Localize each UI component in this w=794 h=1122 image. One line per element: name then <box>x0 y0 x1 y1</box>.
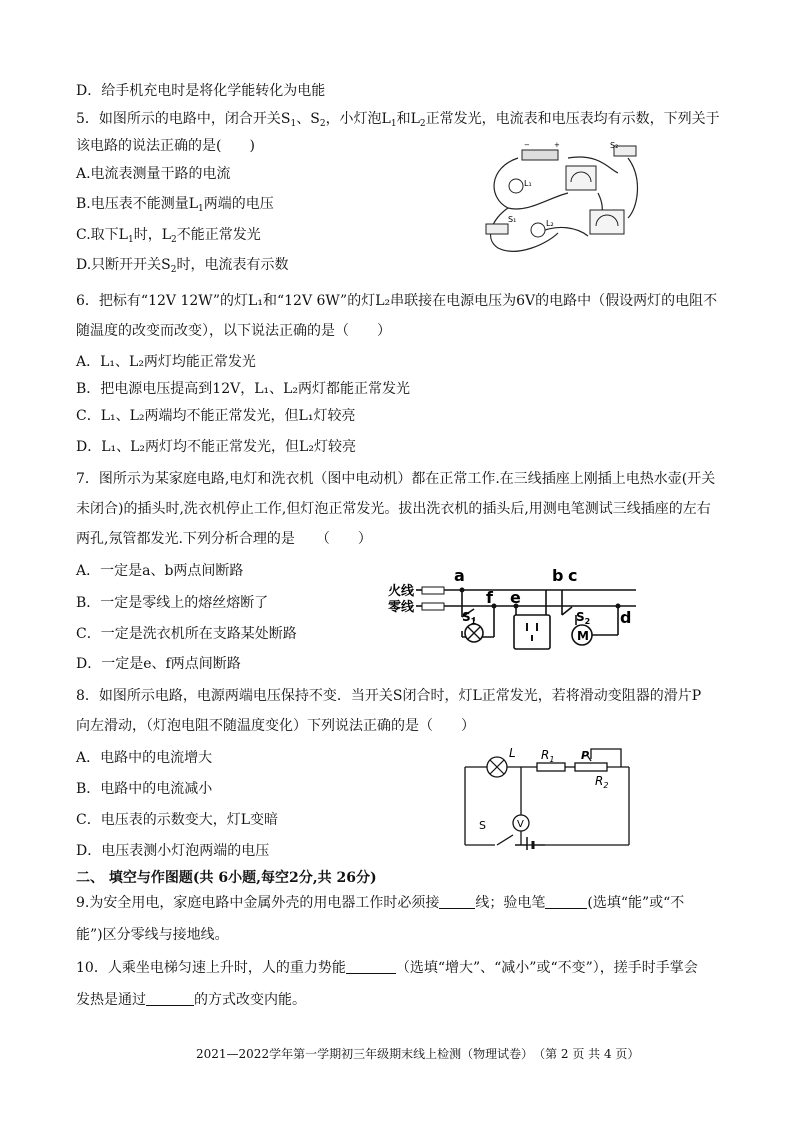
q9-blank-2[interactable] <box>545 894 587 909</box>
socket-icon <box>514 615 550 649</box>
socket-holes <box>527 623 537 641</box>
point-d-label: d <box>620 608 632 627</box>
section-2-heading: 二、 填空与作图题(共 6小题,每空2分,共 26分) <box>76 870 377 886</box>
q8-option-b: B．电路中的电流减小 <box>76 781 213 797</box>
q5-option-b: B.电压表不能测量$L_1$两端的电压 <box>76 196 274 214</box>
q8-stem-line1: 8．如图所示电路，电源两端电压保持不变．当开关S闭合时，灯L正常发光，若将滑动变阻器的滑片P <box>76 688 702 704</box>
bulb-l1-label: L₁ <box>524 179 532 188</box>
q6-stem-line2: 随温度的改变而改变），以下说法正确的是（ ） <box>76 323 391 339</box>
wire <box>491 158 558 251</box>
q5-circuit-figure <box>478 138 648 266</box>
r2-label: $R_2$ <box>595 774 609 790</box>
switch-s-label: S <box>479 819 486 832</box>
voltmeter-icon <box>590 210 624 234</box>
resistor-r1-icon <box>537 763 565 771</box>
bulb-l2-label: L₂ <box>546 219 554 228</box>
voltmeter-label: V <box>517 819 524 830</box>
battery-minus: − <box>524 141 530 149</box>
point-b-label: b <box>552 566 564 585</box>
lamp-l-label: L <box>509 746 516 760</box>
wire <box>538 227 588 236</box>
q7-option-b: B．一定是零线上的熔丝熔断了 <box>76 595 269 611</box>
fuse-neutral-icon <box>422 603 444 610</box>
q8-option-d: D．电压表测小灯泡两端的电压 <box>76 843 270 859</box>
motor-label: M <box>577 629 589 643</box>
q7-stem-line3: 两孔,氖管都发光.下列分析合理的是 （ ） <box>76 531 372 547</box>
battery-icon <box>522 150 558 160</box>
ammeter-icon <box>566 166 596 190</box>
rheostat-r2-icon <box>575 763 607 771</box>
switch-s1-icon <box>486 224 508 234</box>
point-a-label: a <box>454 566 465 585</box>
q7-option-c: C．一定是洗衣机所在支路某处断路 <box>76 626 297 642</box>
q5-stem-line1: 5．如图所示的电路中，闭合开关$S_1$、$S_2$，小灯泡$L_1$和$L_2$正常发光，电流表和电压表均有示数，下列关于 <box>76 111 720 129</box>
q10-blank-2[interactable] <box>146 991 194 1006</box>
q6-option-a: A．L₁、L₂两灯均能正常发光 <box>76 354 256 370</box>
bulb-l2-icon <box>531 223 545 237</box>
q10-line1: 10．人乘坐电梯匀速上升时，人的重力势能 （选填“增大”、“减小”或“不变”），搓手时手掌会 <box>76 960 698 976</box>
battery-plus: + <box>554 141 560 149</box>
q7-stem-line2: 未闭合)的插头时,洗衣机停止工作,但灯泡正常发光。拔出洗衣机的插头后,用测电笔测试三线插座的左右 <box>76 501 711 517</box>
q7-option-a: A．一定是a、b两点间断路 <box>76 563 244 579</box>
switch-s1-label: $S_1$ <box>462 610 477 626</box>
node-a <box>460 588 465 593</box>
q9-blank-1[interactable] <box>439 894 475 909</box>
q6-stem-line1: 6．把标有“12V 12W”的灯L₁和“12V 6W”的灯L₂串联接在电源电压为6V的电路中（假设两灯的电阻不 <box>76 293 718 309</box>
q10-blank-1[interactable] <box>346 959 396 974</box>
q10-line2: 发热是通过 的方式改变内能。 <box>76 992 306 1008</box>
switch-s1-label: S₁ <box>508 215 517 224</box>
page-footer: 2021—2022学年第一学期初三年级期末线上检测（物理试卷） （第 2 页 共 4 页） <box>196 1047 640 1061</box>
q7-option-d: D．一定是e、f两点间断路 <box>76 656 241 672</box>
q7-household-circuit <box>386 565 636 675</box>
fuse-live-icon <box>422 587 444 594</box>
point-c-label: c <box>568 566 578 585</box>
q8-option-a: A．电路中的电流增大 <box>76 750 213 766</box>
q7-stem-line1: 7．图所示为某家庭电路,电灯和洗衣机（图中电动机）都在正常工作.在三线插座上刚插上电热水壶(开关 <box>76 471 716 487</box>
switch-s2-label: S₂ <box>610 141 619 150</box>
wire <box>628 158 637 218</box>
r1-label: $R_1$ <box>541 748 555 764</box>
q5-option-a: A.电流表测量干路的电流 <box>76 166 231 182</box>
q6-option-b: B．把电源电压提高到12V，L₁、L₂两灯都能正常发光 <box>76 381 411 397</box>
q8-option-c: C．电压表的示数变大，灯L变暗 <box>76 812 279 828</box>
point-f-label: f <box>486 588 493 607</box>
q8-circuit-figure <box>455 745 635 850</box>
q5-stem-line2: 该电路的说法正确的是( ) <box>76 138 255 154</box>
switch-s-blade <box>497 835 513 845</box>
live-wire-label: 火线 <box>388 584 415 599</box>
slider-p-label: P <box>581 749 590 762</box>
switch-s2-blade <box>562 607 572 615</box>
bulb-l1-icon <box>509 179 523 193</box>
q6-option-d: D．L₁、L₂两灯均不能正常发光，但L₂灯较亮 <box>76 439 356 455</box>
q8-stem-line2: 向左滑动，（灯泡电阻不随温度变化）下列说法正确的是（ ） <box>76 718 475 734</box>
q5-option-d: D.只断开开关$S_2$时，电流表有示数 <box>76 257 289 275</box>
q4-option-d: D．给手机充电时是将化学能转化为电能 <box>76 83 326 99</box>
neutral-wire-label: 零线 <box>388 600 415 615</box>
q9-line2: 能”)区分零线与接地线。 <box>76 927 229 943</box>
switch-s2-label: $S_2$ <box>576 610 591 626</box>
q5-option-c: C.取下$L_1$时，$L_2$不能正常发光 <box>76 227 261 245</box>
q6-option-c: C．L₁、L₂两端均不能正常发光，但L₁灯较亮 <box>76 408 356 424</box>
q9-line1: 9.为安全用电，家庭电路中金属外壳的用电器工作时必须接 线；验电笔 (选填“能”或“不 <box>76 895 685 911</box>
wire <box>508 193 568 209</box>
point-e-label: e <box>510 588 521 607</box>
